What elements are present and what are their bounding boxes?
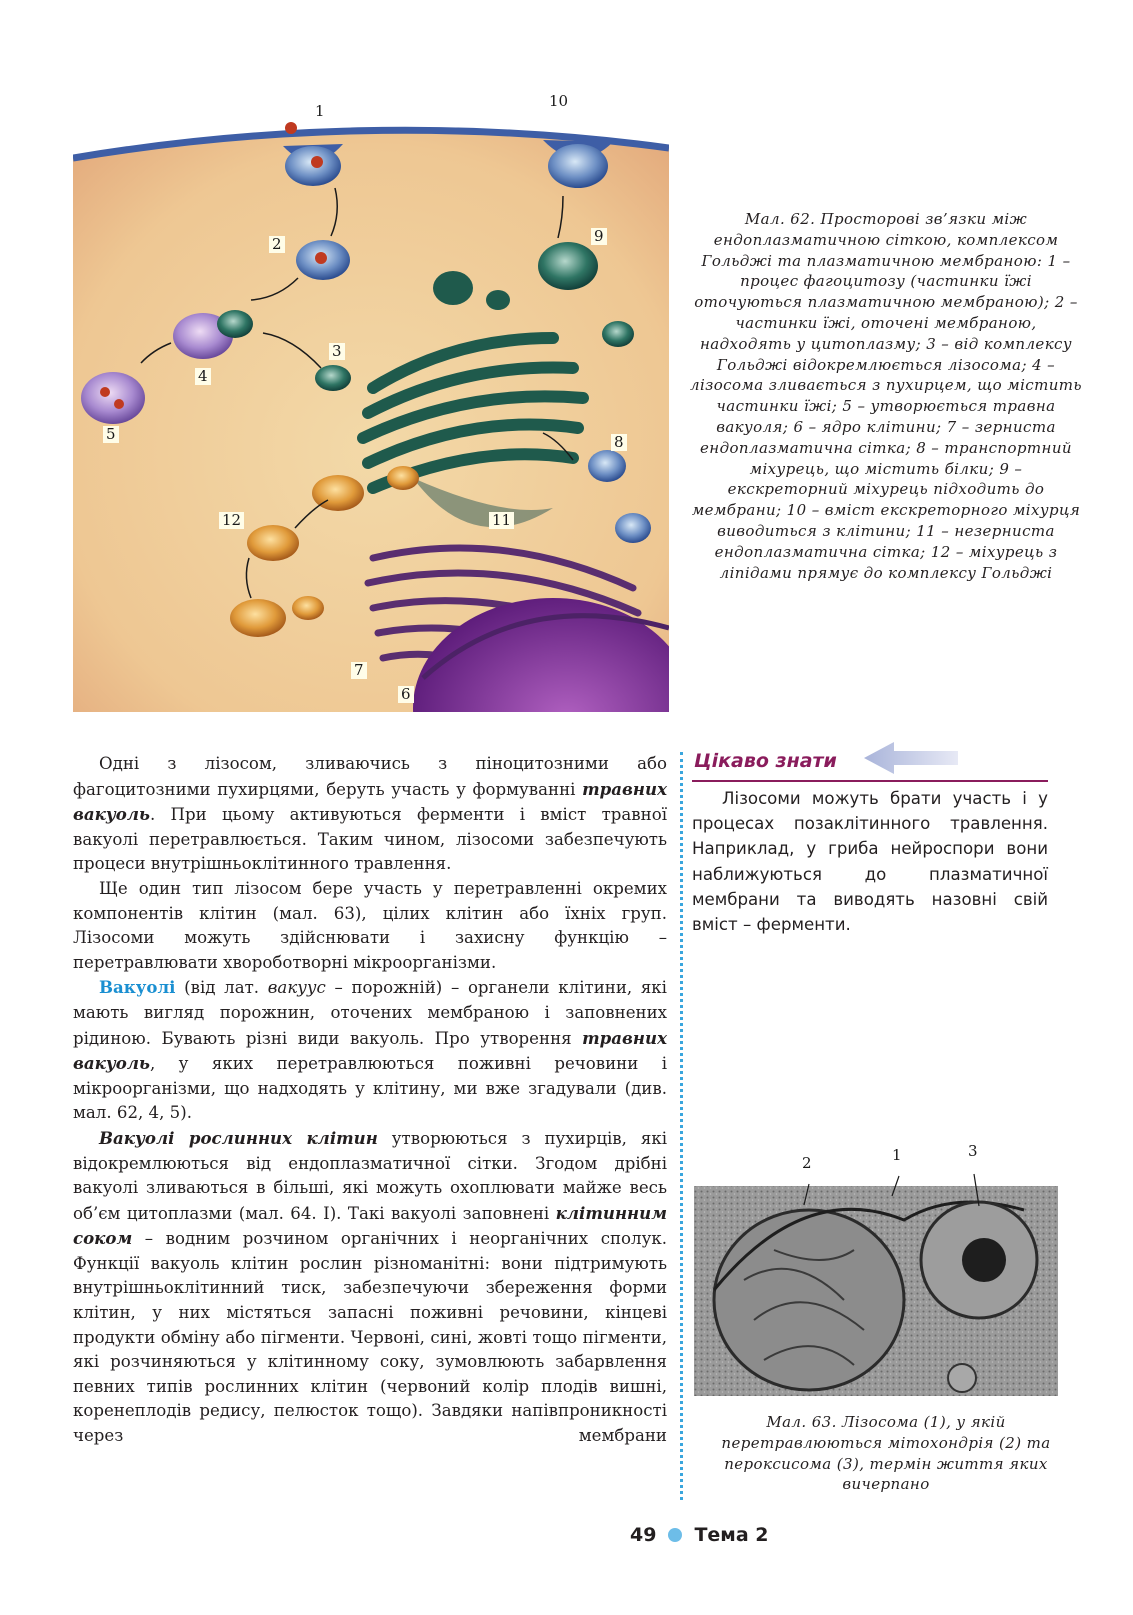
fig62-label-12: 12 bbox=[219, 512, 244, 529]
figure-62-cell-diagram bbox=[73, 88, 669, 712]
paragraph-4: Вакуолі рослинних клітин утворюються з пухирців, які відокремлюються від ендоплазматичної сітки. Згодом дрібні вакуолі зливаються в більші, які можуть охоплювати майже весь об’єм цитоплазми (мал. 64. І). Такі вакуолі заповнені клітинним соком – водним розчином органічних і неорганічних сполук. Функції вакуоль клітин рослин різноманітні: вони підтримують внутрішньоклітинний тиск, забезпечуючи збереження форми клітин, у них містяться запасні поживні речовини, кінцеві продукти обміну або пігменти. Червоні, сині, жовті тощо пігменти, які розчиняються у клітинному соку, зумовлюють забарвлення певних типів рослинних клітин (червоний колір плодів вишні, коренеплодів редису, пелюсток тощо). Завдяки напівпроникності через мембрани bbox=[73, 1127, 667, 1446]
main-text bbox=[73, 752, 667, 1449]
fig62-label-11: 11 bbox=[489, 512, 514, 529]
figure-62-caption: Мал. 62. Просторові зв’язки між ендоплазматичною сіткою, комплексом Гольджі та плазматичною мембраною: 1 – процес фагоцитозу (частинки їжі оточуються плазматичною мембраною); 2 – частинки їжі, оточені мембраною, надходять у цитоплазму; 3 – від комплексу Гольджі відокремлюється лізосома; 4 – лізосома зливається з пухирцем, що містить частинки їжі; 5 – утворюється травна вакуоля; 6 – ядро клітини; 7 – зерниста ендоплазматична сітка; 8 – транспортний міхурець, що містить білки; 9 – екскреторний міхурець підходить до мембрани; 10 – вміст екскреторного міхурця виводиться з клітини; 11 – незерниста ендоплазматична сітка; 12 – міхурець з ліпідами прямує до комплексу Гольджі bbox=[690, 210, 1082, 582]
cell-illustration bbox=[73, 88, 669, 712]
sidebar-rule bbox=[692, 780, 1048, 782]
fig62-label-2: 2 bbox=[269, 236, 285, 253]
topic-label: Тема 2 bbox=[694, 1524, 769, 1546]
fig62-label-10: 10 bbox=[549, 92, 569, 110]
figure-63-micrograph bbox=[694, 1142, 1058, 1410]
column-divider bbox=[680, 752, 683, 1500]
page-number: 49 bbox=[630, 1524, 657, 1546]
paragraph-1: Одні з лізосом, зливаючись з піноцитозними або фагоцитозними пухирцями, беруть участь у формуванні травних вакуоль. При цьому активуються ферменти і вміст травної вакуолі перетравлюється. Таким чином, лізосоми забезпечують процеси внутрішньоклітинного травлення. bbox=[73, 754, 667, 874]
page-footer bbox=[630, 1524, 769, 1546]
figure-63-caption: Мал. 63. Лізосома (1), у якій перетравлюються мітохондрія (2) та пероксисома (3), термін життя яких вичерпано bbox=[721, 1413, 1051, 1494]
arrow-icon bbox=[862, 738, 962, 778]
fig62-label-8: 8 bbox=[611, 434, 627, 451]
term-cell-sap: клітинним соком bbox=[73, 1202, 667, 1249]
fig63-label-2: 2 bbox=[802, 1154, 812, 1172]
fig62-label-3: 3 bbox=[329, 343, 345, 360]
fig62-label-5: 5 bbox=[103, 426, 119, 443]
lysosome-micrograph bbox=[694, 1160, 1058, 1410]
sidebar-title: Цікаво знати bbox=[694, 750, 837, 772]
fig63-label-1: 1 bbox=[892, 1146, 902, 1164]
term-plant-vacuoles: Вакуолі рослинних клітин bbox=[99, 1127, 378, 1148]
paragraph-3: Вакуолі (від лат. вакуус – порожній) – органели клітини, які мають вигляд порожнин, оточених мембраною і заповнених рідиною. Бувають різні види вакуоль. Про утворення травних вакуоль, у яких перетравлюються поживні речовини і мікроорганізми, що надходять у клітину, ми вже згадували (див. мал. 62, 4, 5). bbox=[73, 977, 667, 1123]
term-digestive-vacuoles: травних вакуоль bbox=[73, 778, 667, 825]
paragraph-2: Ще один тип лізосом бере участь у перетравленні окремих компонентів клітин (мал. 63), цілих клітин або їхніх груп. Лізосоми можуть здійснювати і захисну функцію – перетравлювати хвороботворні мікроорганізми. bbox=[73, 878, 667, 972]
fig62-label-4: 4 bbox=[195, 368, 211, 385]
fig62-label-7: 7 bbox=[351, 662, 367, 679]
fig62-label-1: 1 bbox=[315, 102, 325, 120]
sidebar-text: Лізосоми можуть брати участь і у процесах позаклітинного травлення. Наприклад, у гриба нейроспори вони наближуються до плазматичної мембрани та виводять назовні свій вміст – ферменти. bbox=[692, 789, 1048, 935]
term-vacuoles: Вакуолі bbox=[99, 977, 176, 998]
fig63-label-3: 3 bbox=[968, 1142, 978, 1160]
fig62-label-6: 6 bbox=[398, 686, 414, 703]
bullet-dot-icon bbox=[668, 1528, 682, 1542]
fig62-label-9: 9 bbox=[591, 228, 607, 245]
